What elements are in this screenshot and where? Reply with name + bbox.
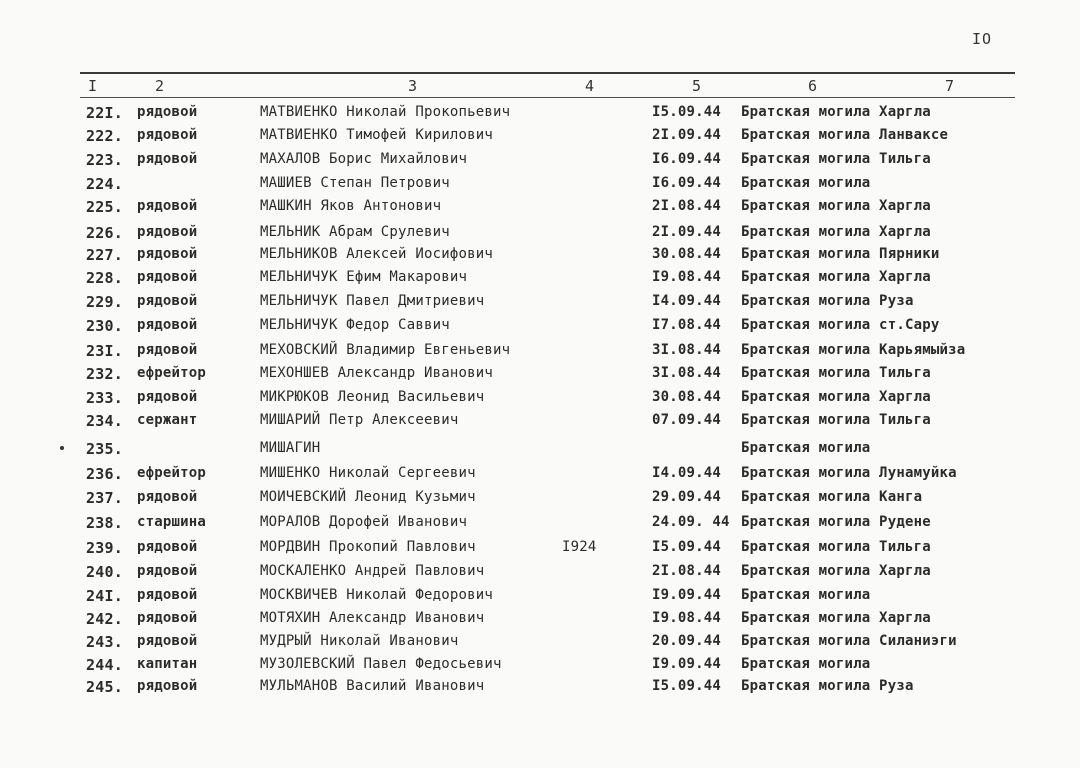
military-rank: капитан [137, 656, 198, 672]
full-name: МЕЛЬНИКОВ Алексей Иосифович [260, 246, 493, 262]
entry-number: 229. [86, 293, 123, 311]
full-name: МЕХОНШЕВ Александр Иванович [260, 365, 493, 381]
full-name: МЕЛЬНИК Абрам Срулевич [260, 224, 450, 240]
table-row [0, 610, 1080, 632]
table-row [0, 269, 1080, 291]
full-name: МОСКВИЧЕВ Николай Федорович [260, 587, 493, 603]
entry-number: 223. [86, 151, 123, 169]
full-name: МАШИЕВ Степан Петрович [260, 175, 450, 191]
military-rank: рядовой [137, 198, 198, 214]
burial-place: Братская могила Харгла [741, 389, 931, 405]
table-row [0, 514, 1080, 536]
death-date: 30.08.44 [652, 246, 722, 262]
military-rank: рядовой [137, 269, 198, 285]
burial-place: Братская могила Харгла [741, 269, 931, 285]
burial-place: Братская могила Руза [741, 293, 914, 309]
entry-number: 243. [86, 633, 123, 651]
burial-place: Братская могила Тильга [741, 412, 931, 428]
full-name: МИШАГИН [260, 440, 321, 456]
military-rank: рядовой [137, 539, 198, 555]
death-date: 2I.09.44 [652, 224, 722, 240]
death-date: I9.09.44 [652, 656, 722, 672]
burial-place: Братская могила Тильга [741, 539, 931, 555]
death-date: 2I.08.44 [652, 563, 722, 579]
military-rank: рядовой [137, 151, 198, 167]
burial-place: Братская могила Руза [741, 678, 914, 694]
burial-place: Братская могила Ланваксе [741, 127, 949, 143]
death-date: I6.09.44 [652, 175, 722, 191]
death-date: I5.09.44 [652, 104, 722, 120]
entry-number: 245. [86, 678, 123, 696]
burial-place: Братская могила Тильга [741, 365, 931, 381]
full-name: МАХАЛОВ Борис Михайлович [260, 151, 468, 167]
military-rank: рядовой [137, 633, 198, 649]
table-row [0, 656, 1080, 678]
military-rank: ефрейтор [137, 365, 207, 381]
burial-place: Братская могила Пярники [741, 246, 940, 262]
burial-place: Братская могила Тильга [741, 151, 931, 167]
burial-place: Братская могила [741, 587, 871, 603]
full-name: МОРДВИН Прокопий Павлович [260, 539, 476, 555]
ink-speck [60, 446, 64, 450]
full-name: МАТВИЕНКО Николай Прокопьевич [260, 104, 511, 120]
burial-place: Братская могила Харгла [741, 104, 931, 120]
table-row [0, 389, 1080, 411]
death-date: I4.09.44 [652, 293, 722, 309]
military-rank: рядовой [137, 389, 198, 405]
full-name: МОСКАЛЕНКО Андрей Павлович [260, 563, 485, 579]
full-name: МЕЛЬНИЧУК Федор Саввич [260, 317, 450, 333]
entry-number: 224. [86, 175, 123, 193]
burial-place: Братская могила Харгла [741, 224, 931, 240]
death-date: I5.09.44 [652, 539, 722, 555]
table-row [0, 317, 1080, 339]
death-date: 2I.09.44 [652, 127, 722, 143]
full-name: МЕЛЬНИЧУК Ефим Макарович [260, 269, 468, 285]
table-row [0, 127, 1080, 149]
burial-place: Братская могила ст.Сару [741, 317, 940, 333]
full-name: МОИЧЕВСКИЙ Леонид Кузьмич [260, 489, 476, 505]
burial-place: Братская могила Лунамуйка [741, 465, 957, 481]
table-row [0, 198, 1080, 220]
burial-place: Братская могила Карьямыйза [741, 342, 966, 358]
column-header-2: 2 [155, 77, 165, 95]
death-date: 24.09. 44 [652, 514, 730, 530]
entry-number: 244. [86, 656, 123, 674]
table-row [0, 365, 1080, 387]
full-name: МУЛЬМАНОВ Василий Иванович [260, 678, 485, 694]
burial-place: Братская могила Канга [741, 489, 923, 505]
entry-number: 226. [86, 224, 123, 242]
full-name: МАШКИН Яков Антонович [260, 198, 442, 214]
entry-number: 222. [86, 127, 123, 145]
full-name: МУЗОЛЕВСКИЙ Павел Федосьевич [260, 656, 502, 672]
entry-number: 230. [86, 317, 123, 335]
entry-number: 239. [86, 539, 123, 557]
entry-number: 238. [86, 514, 123, 532]
burial-place: Братская могила Рудене [741, 514, 931, 530]
death-date: 20.09.44 [652, 633, 722, 649]
column-header-3: 3 [408, 77, 418, 95]
table-row [0, 246, 1080, 268]
military-rank: рядовой [137, 587, 198, 603]
military-rank: рядовой [137, 610, 198, 626]
column-header-7: 7 [945, 77, 955, 95]
entry-number: 22I. [86, 104, 123, 122]
military-rank: сержант [137, 412, 198, 428]
table-row [0, 293, 1080, 315]
death-date: 07.09.44 [652, 412, 722, 428]
burial-place: Братская могила Харгла [741, 198, 931, 214]
column-header-5: 5 [692, 77, 702, 95]
military-rank: рядовой [137, 127, 198, 143]
entry-number: 24I. [86, 587, 123, 605]
death-date: 30.08.44 [652, 389, 722, 405]
full-name: МЕХОВСКИЙ Владимир Евгеньевич [260, 342, 511, 358]
military-rank: старшина [137, 514, 207, 530]
page-number: IO [972, 30, 993, 48]
death-date: 29.09.44 [652, 489, 722, 505]
table-row [0, 563, 1080, 585]
entry-number: 232. [86, 365, 123, 383]
full-name: МОРАЛОВ Дорофей Иванович [260, 514, 468, 530]
table-row [0, 151, 1080, 173]
column-header-4: 4 [585, 77, 595, 95]
entry-number: 240. [86, 563, 123, 581]
entry-number: 237. [86, 489, 123, 507]
table-row [0, 678, 1080, 700]
death-date: I9.08.44 [652, 269, 722, 285]
military-rank: рядовой [137, 293, 198, 309]
death-date: I9.08.44 [652, 610, 722, 626]
burial-place: Братская могила [741, 656, 871, 672]
military-rank: рядовой [137, 489, 198, 505]
birth-year: I924 [562, 539, 597, 555]
table-row [0, 175, 1080, 197]
entry-number: 233. [86, 389, 123, 407]
full-name: МИШАРИЙ Петр Алексеевич [260, 412, 459, 428]
table-row [0, 465, 1080, 487]
table-row [0, 224, 1080, 246]
military-rank: ефрейтор [137, 465, 207, 481]
death-date: I4.09.44 [652, 465, 722, 481]
table-row [0, 104, 1080, 126]
burial-place: Братская могила Харгла [741, 610, 931, 626]
entry-number: 228. [86, 269, 123, 287]
full-name: МОТЯХИН Александр Иванович [260, 610, 485, 626]
table-row [0, 412, 1080, 434]
military-rank: рядовой [137, 563, 198, 579]
entry-number: 225. [86, 198, 123, 216]
table-row [0, 587, 1080, 609]
full-name: МУДРЫЙ Николай Иванович [260, 633, 459, 649]
burial-place: Братская могила [741, 175, 871, 191]
column-header-1: I [88, 77, 98, 95]
full-name: МИШЕНКО Николай Сергеевич [260, 465, 476, 481]
entry-number: 242. [86, 610, 123, 628]
death-date: 2I.08.44 [652, 198, 722, 214]
table-row [0, 539, 1080, 561]
entry-number: 236. [86, 465, 123, 483]
column-header-6: 6 [808, 77, 818, 95]
full-name: МЕЛЬНИЧУК Павел Дмитриевич [260, 293, 485, 309]
table-row [0, 440, 1080, 462]
burial-place: Братская могила [741, 440, 871, 456]
table-top-rule [80, 72, 1015, 74]
death-date: 3I.08.44 [652, 342, 722, 358]
military-rank: рядовой [137, 317, 198, 333]
full-name: МИКРЮКОВ Леонид Васильевич [260, 389, 485, 405]
entry-number: 235. [86, 440, 123, 458]
table-header-rule [80, 97, 1015, 98]
military-rank: рядовой [137, 224, 198, 240]
military-rank: рядовой [137, 104, 198, 120]
death-date: I6.09.44 [652, 151, 722, 167]
death-date: I5.09.44 [652, 678, 722, 694]
entry-number: 234. [86, 412, 123, 430]
entry-number: 227. [86, 246, 123, 264]
military-rank: рядовой [137, 342, 198, 358]
full-name: МАТВИЕНКО Тимофей Кирилович [260, 127, 493, 143]
military-rank: рядовой [137, 246, 198, 262]
military-rank: рядовой [137, 678, 198, 694]
table-row [0, 342, 1080, 364]
death-date: I7.08.44 [652, 317, 722, 333]
table-row [0, 489, 1080, 511]
burial-place: Братская могила Силаниэги [741, 633, 957, 649]
burial-place: Братская могила Харгла [741, 563, 931, 579]
entry-number: 23I. [86, 342, 123, 360]
table-row [0, 633, 1080, 655]
death-date: 3I.08.44 [652, 365, 722, 381]
death-date: I9.09.44 [652, 587, 722, 603]
